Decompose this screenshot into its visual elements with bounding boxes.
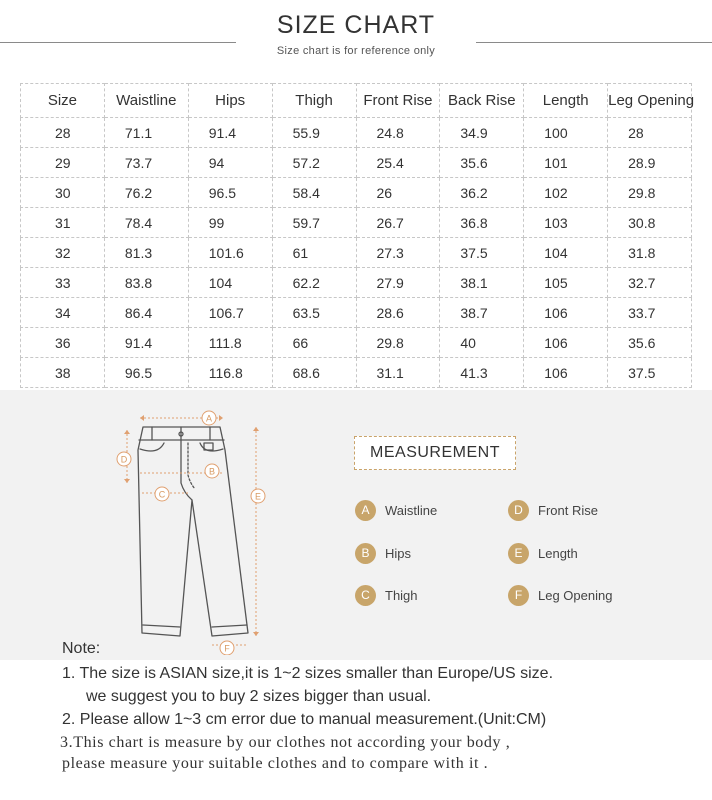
table-cell: 96.5 [104,358,188,388]
legend-label-length: Length [538,545,578,561]
note-line-1: 1. The size is ASIAN size,it is 1~2 sizes smaller than Europe/US size. [62,665,554,682]
diagram-marker-c: C [158,489,166,500]
table-cell: 116.8 [188,358,272,388]
legend-item-leg-opening [508,584,612,606]
table-cell: 101 [524,148,608,178]
notes-heading: Note: [62,640,101,657]
table-cell: 38.7 [440,298,524,328]
table-cell: 55.9 [272,118,356,148]
column-header-waistline: Waistline [104,84,188,118]
note-line-4: 3.This chart is measure by our clothes not according your body , [60,734,511,751]
table-cell: 29.8 [356,328,440,358]
size-table-body [21,118,692,388]
table-cell: 63.5 [272,298,356,328]
table-cell: 36.2 [440,178,524,208]
table-row [21,328,692,358]
table-cell: 68.6 [272,358,356,388]
column-header-thigh: Thigh [272,84,356,118]
table-row [21,118,692,148]
column-header-back-rise: Back Rise [440,84,524,118]
diagram-marker-d: D [120,454,128,465]
table-cell: 111.8 [188,328,272,358]
pants-outline [138,427,248,636]
table-cell: 100 [524,118,608,148]
table-cell: 34.9 [440,118,524,148]
table-cell: 26.7 [356,208,440,238]
table-cell: 73.7 [104,148,188,178]
table-cell: 27.3 [356,238,440,268]
table-cell: 30.8 [608,208,692,238]
table-cell: 32.7 [608,268,692,298]
table-cell: 59.7 [272,208,356,238]
table-cell: 30 [21,178,105,208]
legend-item-front-rise [508,499,598,521]
table-cell: 104 [524,238,608,268]
table-header-row [21,84,692,118]
column-header-hips: Hips [188,84,272,118]
table-cell: 78.4 [104,208,188,238]
table-row [21,238,692,268]
table-cell: 62.2 [272,268,356,298]
table-cell: 41.3 [440,358,524,388]
page-title: SIZE CHART [236,5,476,45]
legend-badge-c: C [355,585,376,606]
table-cell: 31.8 [608,238,692,268]
table-cell: 99 [188,208,272,238]
table-row [21,268,692,298]
table-cell: 102 [524,178,608,208]
table-cell: 28.9 [608,148,692,178]
table-cell: 96.5 [188,178,272,208]
legend-item-hips [355,542,411,564]
table-cell: 106 [524,298,608,328]
legend-badge-b: B [355,543,376,564]
table-cell: 34 [21,298,105,328]
legend-item-thigh [355,584,418,606]
legend-label-waistline: Waistline [385,502,438,518]
diagram-marker-f: F [224,643,230,654]
diagram-marker-a: A [205,413,213,424]
table-cell: 37.5 [608,358,692,388]
legend-item-length [508,542,578,564]
table-cell: 61 [272,238,356,268]
measurement-heading: MEASUREMENT [370,444,500,461]
legend-label-thigh: Thigh [385,587,418,603]
table-cell: 28 [21,118,105,148]
legend-label-leg-opening: Leg Opening [538,587,613,603]
table-cell: 105 [524,268,608,298]
note-line-5: please measure your suitable clothes and to compare with it . [62,755,489,772]
legend-badge-d: D [508,500,529,521]
table-cell: 37.5 [440,238,524,268]
table-row [21,148,692,178]
column-header-size: Size [21,84,105,118]
table-row [21,298,692,328]
table-cell: 28 [608,118,692,148]
table-cell: 106.7 [188,298,272,328]
table-cell: 26 [356,178,440,208]
table-cell: 32 [21,238,105,268]
table-cell: 106 [524,328,608,358]
table-cell: 76.2 [104,178,188,208]
table-cell: 24.8 [356,118,440,148]
pants-measurement-diagram [100,405,290,655]
table-cell: 94 [188,148,272,178]
table-cell: 101.6 [188,238,272,268]
column-header-front-rise: Front Rise [356,84,440,118]
table-cell: 38.1 [440,268,524,298]
table-cell: 86.4 [104,298,188,328]
size-table-container [20,83,695,382]
note-line-3: 2. Please allow 1~3 cm error due to manual measurement.(Unit:CM) [62,711,547,728]
column-header-leg-opening: Leg Opening [608,84,692,118]
table-cell: 31 [21,208,105,238]
table-cell: 104 [188,268,272,298]
legend-item-waistline [355,499,437,521]
column-header-length: Length [524,84,608,118]
table-cell: 36 [21,328,105,358]
table-cell: 106 [524,358,608,388]
table-cell: 29 [21,148,105,178]
note-line-2: we suggest you to buy 2 sizes bigger than usual. [86,688,432,705]
table-cell: 57.2 [272,148,356,178]
legend-label-hips: Hips [385,545,412,561]
table-cell: 66 [272,328,356,358]
table-cell: 91.4 [188,118,272,148]
table-cell: 83.8 [104,268,188,298]
table-cell: 35.6 [440,148,524,178]
diagram-marker-e: E [254,491,262,502]
table-cell: 33.7 [608,298,692,328]
table-cell: 29.8 [608,178,692,208]
table-row [21,178,692,208]
table-cell: 31.1 [356,358,440,388]
size-table [20,83,695,388]
table-cell: 103 [524,208,608,238]
legend-label-front-rise: Front Rise [538,502,598,518]
table-cell: 35.6 [608,328,692,358]
table-cell: 27.9 [356,268,440,298]
page-subtitle: Size chart is for reference only [276,45,436,57]
table-cell: 40 [440,328,524,358]
diagram-marker-b: B [208,466,216,477]
table-cell: 71.1 [104,118,188,148]
table-cell: 28.6 [356,298,440,328]
table-cell: 38 [21,358,105,388]
legend-badge-e: E [508,543,529,564]
legend-badge-f: F [508,585,529,606]
table-cell: 33 [21,268,105,298]
measurement-heading-box [354,436,516,470]
table-cell: 25.4 [356,148,440,178]
table-row [21,358,692,388]
table-cell: 81.3 [104,238,188,268]
table-cell: 58.4 [272,178,356,208]
legend-badge-a: A [355,500,376,521]
table-row [21,208,692,238]
table-cell: 91.4 [104,328,188,358]
table-cell: 36.8 [440,208,524,238]
